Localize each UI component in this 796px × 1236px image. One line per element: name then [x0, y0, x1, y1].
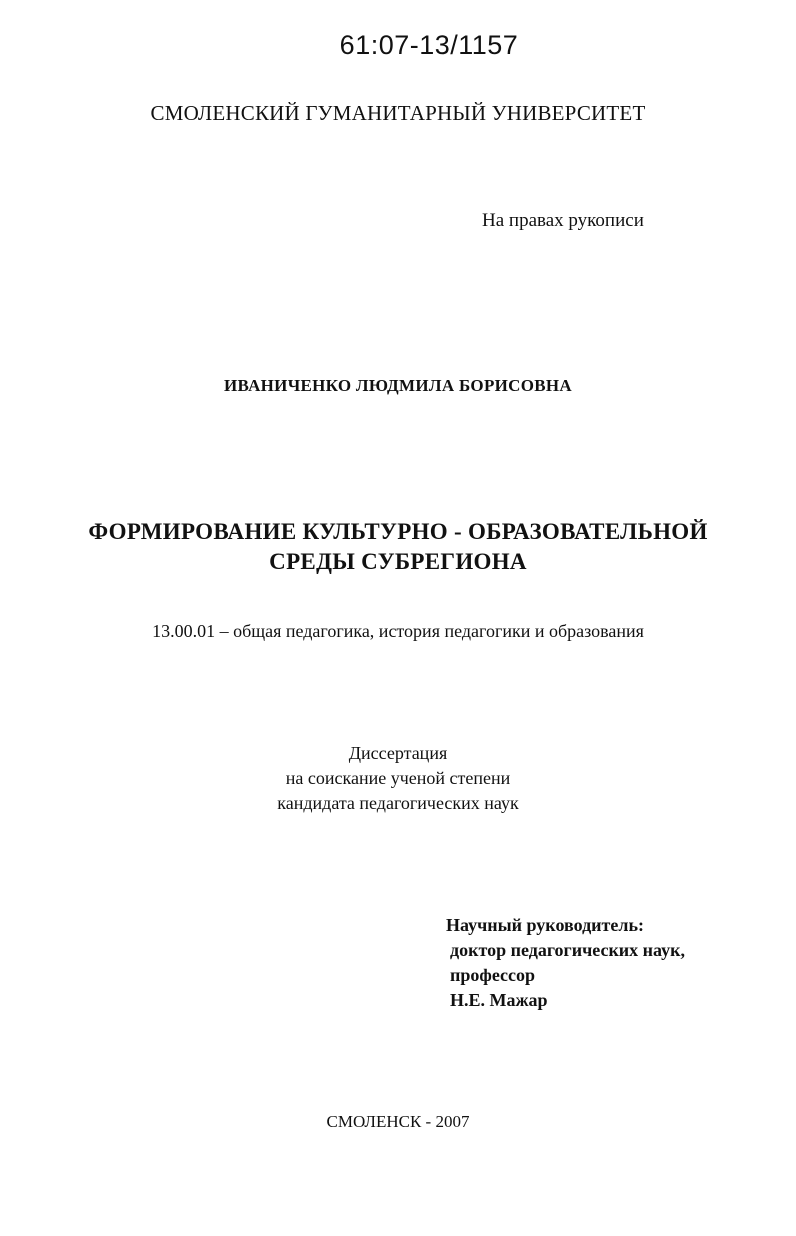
author-name: ИВАНИЧЕНКО ЛЮДМИЛА БОРИСОВНА: [223, 376, 572, 395]
supervisor-name: Н.Е. Мажар: [450, 990, 548, 1010]
city-year: СМОЛЕНСК - 2007: [326, 1112, 470, 1131]
supervisor-label: Научный руководитель:: [446, 915, 644, 935]
supervisor-block: [446, 913, 685, 1013]
degree-statement-line-2: на соискание ученой степени: [285, 768, 511, 788]
degree-statement-line-1: Диссертация: [348, 743, 448, 763]
catalog-number: 61:07-13/1157: [339, 30, 519, 60]
manuscript-note: На правах рукописи: [482, 210, 644, 231]
university-name: СМОЛЕНСКИЙ ГУМАНИТАРНЫЙ УНИВЕРСИТЕТ: [150, 101, 646, 125]
degree-statement-line-3: кандидата педагогических наук: [277, 793, 519, 813]
dissertation-title-line-1: ФОРМИРОВАНИЕ КУЛЬТУРНО - ОБРАЗОВАТЕЛЬНОЙ: [88, 519, 708, 544]
supervisor-degree: доктор педагогических наук,: [450, 940, 686, 960]
specialty-code: 13.00.01 – общая педагогика, история педагогики и образования: [152, 621, 644, 641]
dissertation-title-line-2: СРЕДЫ СУБРЕГИОНА: [269, 549, 527, 574]
supervisor-rank: профессор: [450, 965, 536, 985]
degree-statement: [0, 741, 796, 816]
